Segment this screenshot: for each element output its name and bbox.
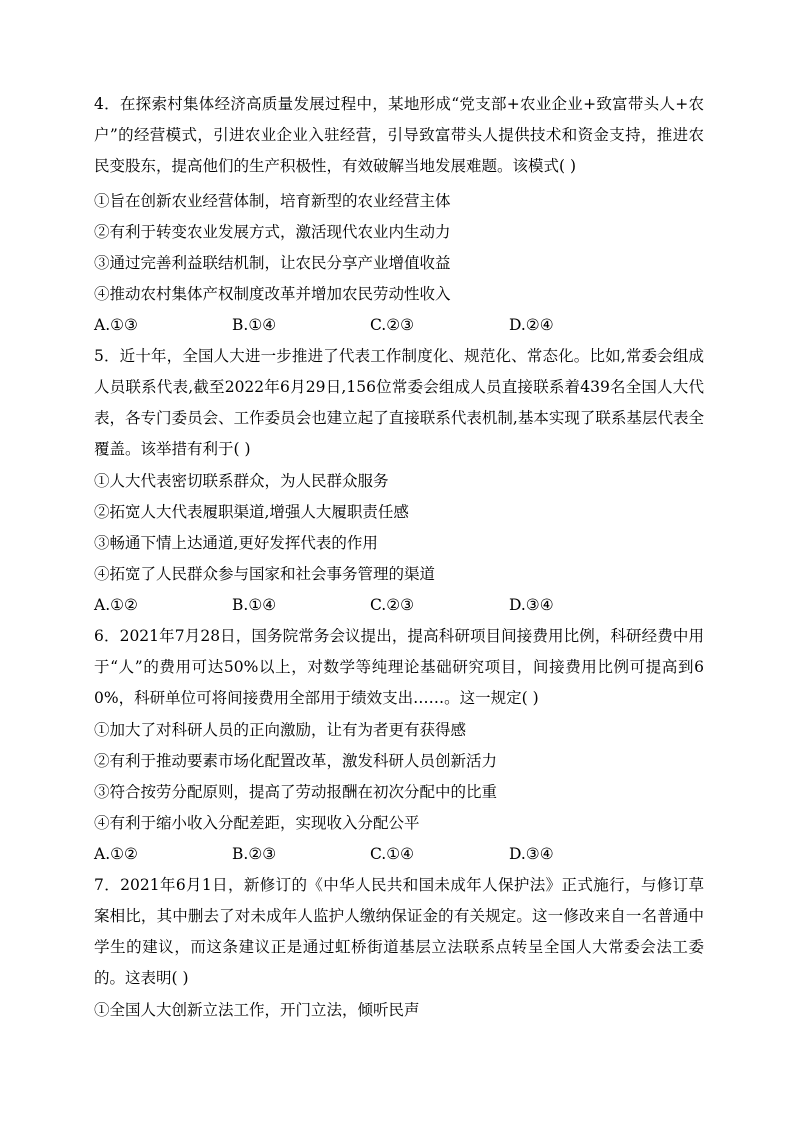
question-6-option-4: ④有利于缩小收入分配差距，实现收入分配公平 — [94, 814, 420, 832]
question-4-option-3: ③通过完善利益联结机制，让农民分享产业增值收益 — [94, 254, 451, 272]
question-5-choice-b[interactable]: B.①④ — [232, 596, 277, 614]
question-5-option-3: ③畅通下情上达通道,更好发挥代表的作用 — [94, 534, 378, 552]
question-6-option-2: ②有利于推动要素市场化配置改革，激发科研人员创新活力 — [94, 752, 498, 770]
question-7-stem: 7．2021年6月1日，新修订的《中华人民共和国未成年人保护法》正式施行，与修订草案相比，其中删去了对未成年人监护人缴纳保证金的有关规定。这一修改来自一名普通中学生的建议，而这条建议正是通过虹桥街道基层立法联系点转呈全国人大常委会法工委的。这表明( ) — [94, 876, 704, 987]
question-4-choice-c[interactable]: C.②③ — [370, 316, 415, 334]
question-5-choice-d[interactable]: D.③④ — [509, 596, 554, 614]
question-6-option-1: ①加大了对科研人员的正向激励，让有为者更有获得感 — [94, 721, 467, 739]
question-4-choice-b[interactable]: B.①④ — [232, 316, 277, 334]
question-6-choice-d[interactable]: D.③④ — [509, 845, 554, 863]
question-5-choice-c[interactable]: C.②③ — [370, 596, 415, 614]
question-6-choice-b[interactable]: B.②③ — [232, 845, 277, 863]
question-4-choice-a[interactable]: A.①③ — [94, 316, 138, 334]
question-5-option-2: ②拓宽人大代表履职渠道,增强人大履职责任感 — [94, 503, 409, 521]
question-4-option-2: ②有利于转变农业发展方式，激活现代农业内生动力 — [94, 223, 451, 241]
question-5-option-4: ④拓宽了人民群众参与国家和社会事务管理的渠道 — [94, 565, 436, 583]
question-7-option-1: ①全国人大创新立法工作，开门立法，倾听民声 — [94, 1001, 420, 1019]
question-4-choices — [94, 310, 704, 341]
question-5-stem: 5．近十年，全国人大进一步推进了代表工作制度化、规范化、常态化。比如,常委会组成人员联系代表,截至2022年6月29日,156位常委会组成人员直接联系着439名全国人大代表，各专门委员会、工作委员会也建立起了直接联系代表机制,基本实现了联系基层代表全覆盖。该举措有利于( ) — [94, 347, 704, 458]
question-6-choices — [94, 839, 704, 870]
question-5-option-1: ①人大代表密切联系群众，为人民群众服务 — [94, 472, 389, 490]
question-6-choice-c[interactable]: C.①④ — [370, 845, 415, 863]
question-6-stem: 6．2021年7月28日，国务院常务会议提出，提高科研项目间接费用比例，科研经费中用于“人”的费用可达50%以上，对数学等纯理论基础研究项目，间接费用比例可提高到60%，科研单位可将间接费用全部用于绩效支出……。这一规定( ) — [94, 627, 704, 707]
question-4-stem: 4．在探索村集体经济高质量发展过程中，某地形成“党支部+农业企业+致富带头人+农户”的经营模式，引进农业企业入驻经营，引导致富带头人提供技术和资金支持，推进农民变股东，提高他们的生产积极性，有效破解当地发展难题。该模式( ) — [94, 95, 704, 175]
question-4-option-1: ①旨在创新农业经营体制，培育新型的农业经营主体 — [94, 192, 451, 210]
question-5-choices — [94, 590, 704, 621]
question-6-choice-a[interactable]: A.①② — [94, 845, 138, 863]
question-4-choice-d[interactable]: D.②④ — [509, 316, 554, 334]
question-4-option-4: ④推动农村集体产权制度改革并增加农民劳动性收入 — [94, 285, 451, 303]
question-6-option-3: ③符合按劳分配原则，提高了劳动报酬在初次分配中的比重 — [94, 783, 498, 801]
question-5-choice-a[interactable]: A.①② — [94, 596, 138, 614]
